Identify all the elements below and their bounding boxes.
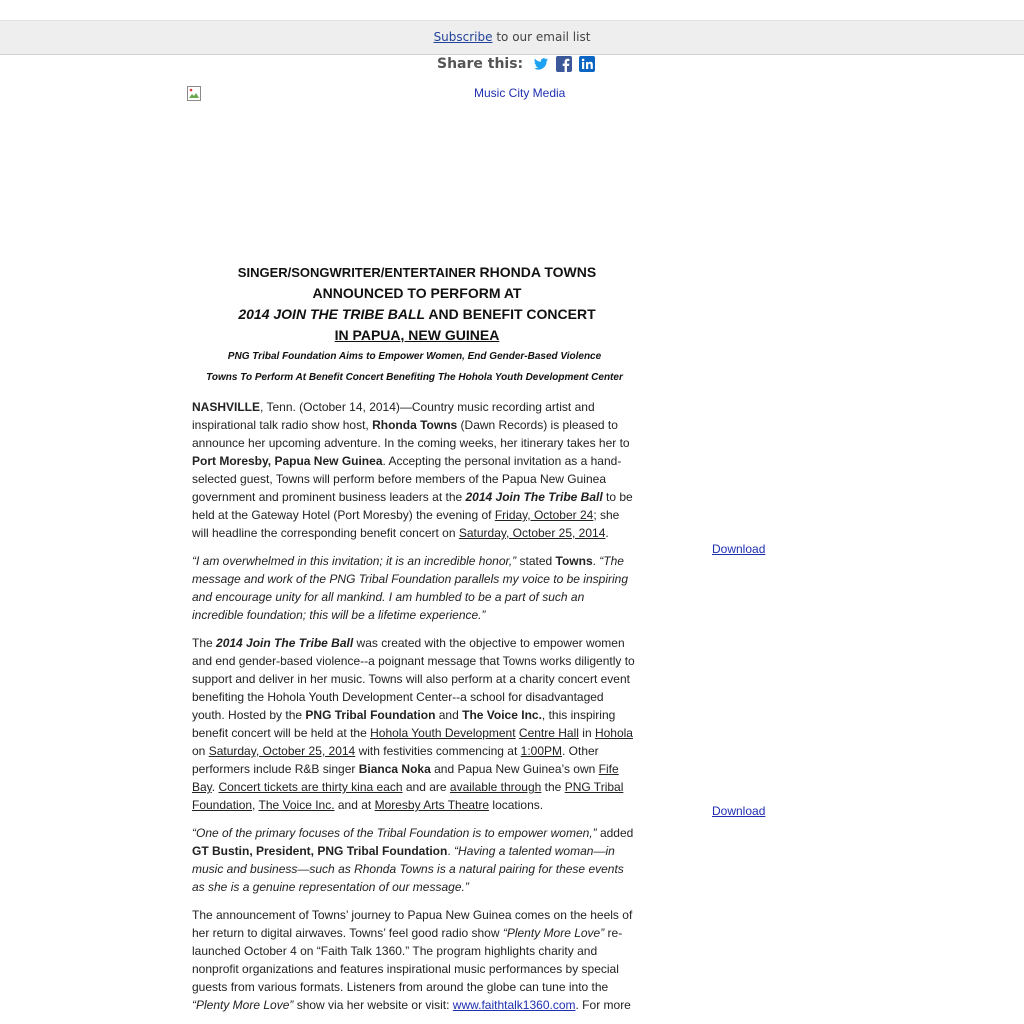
facebook-icon[interactable]	[556, 56, 572, 72]
subscribe-link[interactable]: Subscribe	[433, 30, 493, 44]
text: to be held at the Gateway Hotel (Port Moresby) the evening of	[192, 490, 633, 522]
venue-link[interactable]: Hohola Youth Development	[370, 726, 516, 740]
quote: “Having a talented woman—in music and business—such as Rhonda Towns is a natural pairing for these events as she is a genuine representation of our message.”	[192, 844, 624, 894]
text: show via her website or visit:	[293, 998, 453, 1012]
article-body	[192, 398, 638, 1024]
share-bar	[437, 54, 602, 74]
text: ,	[252, 798, 259, 812]
text: and Papua New Guinea’s own	[430, 762, 599, 776]
headline-line2: ANNOUNCED TO PERFORM AT	[312, 285, 522, 301]
venue-link[interactable]: Moresby Arts Theatre	[374, 798, 490, 812]
show-name: “Plenty More Love”	[502, 926, 605, 940]
headline	[192, 262, 642, 346]
headline-artist: RHONDA TOWNS	[479, 264, 597, 280]
event-name: 2014 Join The Tribe Ball	[216, 636, 354, 650]
date-link[interactable]: Saturday, October 25, 2014	[458, 526, 606, 540]
subscribe-text: to our email list	[492, 30, 591, 44]
text: and	[435, 708, 463, 722]
availability-link[interactable]: available through	[449, 780, 542, 794]
headline-event: 2014 JOIN THE TRIBE BALL	[238, 306, 426, 322]
paragraph-1	[192, 398, 638, 542]
show-name: “Plenty More Love”	[192, 998, 294, 1012]
location: Port Moresby, Papua New Guinea	[192, 454, 383, 468]
quote: “The message and work of the PNG Tribal Foundation parallels my voice to be inspiring and encourage unity for all mankind. I am humbled to be a part of such an incredible foundation; this will be a lifetime experience.”	[192, 554, 628, 622]
text: re-launched October 4 on “Faith Talk 1360.” The program highlights charity and nonprofit organizations and features inspirational music performances by special guests from various formats. Listeners from around the globe can tune into the	[192, 926, 623, 994]
text: stated	[516, 554, 556, 568]
download-link-1[interactable]: Download	[712, 542, 766, 556]
org-link[interactable]: PNG Tribal Foundation	[192, 780, 624, 812]
subscribe-bar	[0, 20, 1024, 55]
text: , Tenn. (October 14, 2014)—Country music recording artist and inspirational talk radio show host,	[192, 400, 595, 432]
place-link[interactable]: Hohola	[594, 726, 633, 740]
quote: “One of the primary focuses of the Tribal Foundation is to empower women,”	[192, 826, 597, 840]
date-link[interactable]: Saturday, October 25, 2014	[208, 744, 356, 758]
org-name: The Voice Inc.	[462, 708, 542, 722]
paragraph-3	[192, 634, 638, 814]
org-name: PNG Tribal Foundation	[305, 708, 436, 722]
share-label: Share this:	[437, 56, 524, 72]
place-link[interactable]: Fife Bay	[192, 762, 619, 794]
logo-alt-text[interactable]: Music City Media	[474, 86, 566, 100]
text: and at	[334, 798, 375, 812]
text: the	[541, 780, 565, 794]
text: .	[447, 844, 455, 858]
text: .	[605, 526, 609, 540]
website-link[interactable]: www.faithtalk1360.com	[452, 998, 576, 1012]
tickets-link[interactable]: Concert tickets are thirty kina each	[218, 780, 403, 794]
event-name: 2014 Join The Tribe Ball	[465, 490, 603, 504]
text: added	[596, 826, 634, 840]
headline-concert: AND BENEFIT CONCERT	[425, 306, 596, 322]
paragraph-4	[192, 824, 638, 896]
performer: Bianca Noka	[358, 762, 431, 776]
artist-name: Rhonda Towns	[372, 418, 458, 432]
text: locations.	[489, 798, 544, 812]
headline-line1	[192, 262, 642, 283]
text: . For more	[575, 998, 631, 1012]
venue-link[interactable]: Centre Hall	[518, 726, 579, 740]
broken-image-icon	[187, 86, 203, 102]
headline-line3	[192, 304, 642, 325]
text: . Accepting the personal invitation as a hand-selected guest, Towns will perform before members of the Papua New Guinea government and prominent business leaders at the	[192, 454, 622, 504]
date-link[interactable]: Friday, October 24	[494, 508, 594, 522]
text: and are	[402, 780, 450, 794]
paragraph-2	[192, 552, 638, 624]
download-link-2[interactable]: Download	[712, 804, 766, 818]
speaker: GT Bustin, President, PNG Tribal Foundation	[192, 844, 448, 858]
time-link[interactable]: 1:00PM	[520, 744, 562, 758]
org-link[interactable]: The Voice Inc.	[258, 798, 335, 812]
headline-line4: IN PAPUA, NEW GUINEA	[334, 327, 500, 343]
twitter-icon[interactable]	[533, 56, 549, 72]
text: on	[192, 744, 209, 758]
speaker: Towns	[555, 554, 593, 568]
text: The	[192, 636, 217, 650]
subhead-1: PNG Tribal Foundation Aims to Empower Women, End Gender-Based Violence	[227, 351, 602, 362]
headline-prefix: SINGER/SONGWRITER/ENTERTAINER	[237, 265, 480, 280]
text: .	[592, 554, 600, 568]
text: , this inspiring benefit concert will be held at the	[192, 708, 616, 740]
text: The announcement of Towns’ journey to Papua New Guinea comes on the heels of her return to digital airwaves. Towns’ feel good radio show	[192, 908, 633, 940]
text: .	[211, 780, 219, 794]
quote: “I am overwhelmed in this invitation; it is an incredible honor,”	[192, 554, 517, 568]
text: (Dawn Records) is pleased to announce her upcoming adventure. In the coming weeks, her itinerary takes her to	[192, 418, 630, 450]
subhead-2: Towns To Perform At Benefit Concert Benefiting The Hohola Youth Development Center	[206, 372, 623, 383]
paragraph-5	[192, 906, 638, 1014]
text: was created with the objective to empower women and end gender-based violence--a poignant message that Towns works diligently to support and deliver in her music. Towns will also perform at a charity concert event benefiting the Hohola Youth Development Center--a school for disadvantaged youth. Hosted by the	[192, 636, 635, 722]
text: in	[578, 726, 595, 740]
text: with festivities commencing at	[355, 744, 521, 758]
text: . Other performers include R&B singer	[192, 744, 599, 776]
dateline-city: NASHVILLE	[192, 400, 261, 414]
text: ; she will headline the corresponding benefit concert on	[192, 508, 620, 540]
linkedin-icon[interactable]	[579, 56, 595, 72]
